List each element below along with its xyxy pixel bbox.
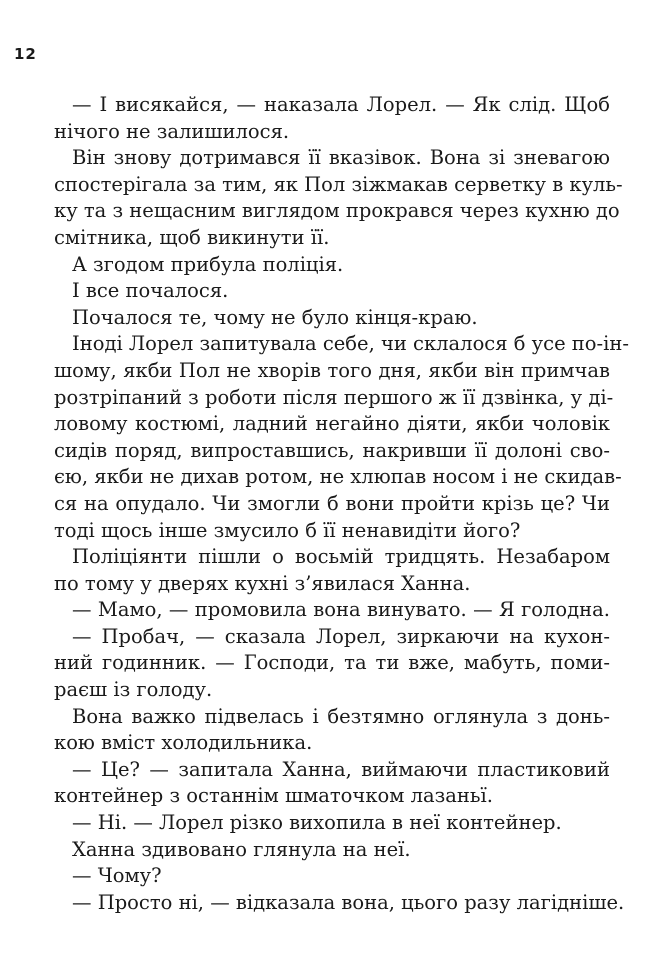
text-line: — Просто ні, — відказала вона, цього разу лагідніше. [72,890,625,914]
text-line: нічого не залишилося. [54,119,290,143]
body-text [54,92,629,916]
text-line: — Ні. — Лорел різко вихопила в неї контейнер. [72,811,562,835]
text-line: Вона важко підвелась і безтямно оглянула з донь- [72,704,610,728]
text-line: ся на опудало. Чи змогли б вони пройти крізь це? Чи [54,491,610,515]
text-line: Почалося те, чому не було кінця-краю. [72,305,478,329]
text-line: по тому у дверях кухні з’явилася Ханна. [54,571,471,595]
text-line: Ханна здивовано глянула на неї. [72,837,411,861]
text-line: Він знову дотримався її вказівок. Вона зі зневагою [72,146,610,170]
text-line: тоді щось інше змусило б її ненавидіти його? [54,518,521,542]
text-line: Поліціянти пішли о восьмій тридцять. Незабаром [72,545,610,569]
text-line: раєш із голоду. [54,678,213,702]
text-line: контейнер з останнім шматочком лазаньї. [54,784,493,808]
text-line: спостерігала за тим, як Пол зіжмакав серветку в куль- [54,172,623,196]
text-line: шому, якби Пол не хворів того дня, якби він примчав [54,358,610,382]
text-line: ловому костюмі, ладний негайно діяти, якби чоловік [54,412,610,436]
text-line: Іноді Лорел запитувала себе, чи склалося б усе по-ін- [72,332,629,356]
text-line: — Чому? [72,864,162,888]
page-number: 12 [14,45,37,63]
text-line: А згодом прибула поліція. [72,252,344,276]
text-line: І все почалося. [72,279,229,303]
text-line: кою вміст холодильника. [54,731,313,755]
text-line: єю, якби не дихав ротом, не хлюпав носом і не скидав- [54,465,622,489]
text-line: — Мамо, — промовила вона винувато. — Я голодна. [72,598,610,622]
text-line: сидів поряд, випроставшись, накривши її долоні сво- [54,438,610,462]
text-line: ний годинник. — Господи, та ти вже, мабуть, поми- [54,651,610,675]
text-line: — Це? — запитала Ханна, виймаючи пластиковий [72,757,610,781]
text-line: — Пробач, — сказала Лорел, зиркаючи на кухон- [72,624,610,648]
text-line: ку та з нещасним виглядом прокрався через кухню до [54,199,620,223]
text-line: — І висякайся, — наказала Лорел. — Як слід. Щоб [72,93,610,116]
text-line: смітника, щоб викинути її. [54,225,330,249]
text-line: розтріпаний з роботи після першого ж її дзвінка, у ді- [54,385,614,409]
